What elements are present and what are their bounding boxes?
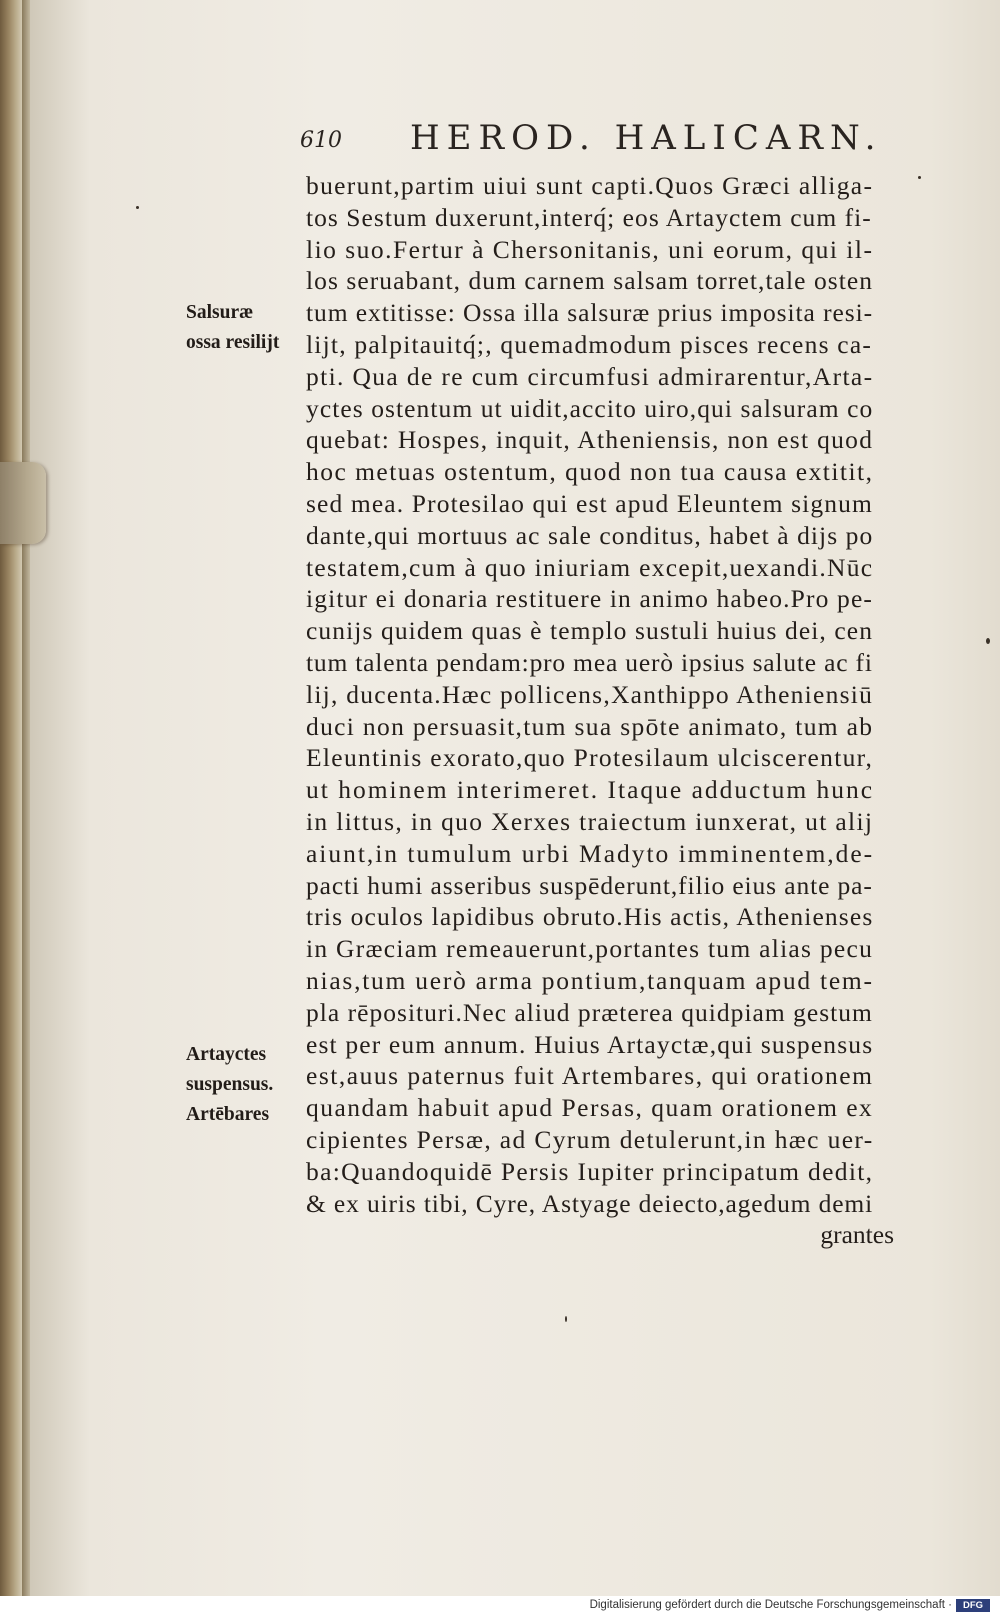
text-line: quebat: Hospes, inquit, Atheniensis, non est quod [306,425,874,455]
text-line: dante,qui mortuus ac sale conditus, habet à dijs po [306,520,874,550]
text-line: aiunt,in tumulum urbi Madyto imminentem,de- [306,838,875,868]
page-number: 610 [300,128,342,153]
text-line: lij, ducenta.Hæc pollicens,Xanthippo Atheniensiū [306,679,874,709]
dfg-logo: DFG [956,1599,990,1612]
text-line: tum talenta pendam:pro mea uerò ipsius salute ac fi [306,647,873,677]
margin-note-line: Artēbares [186,1104,270,1125]
text-line: hoc metuas ostentum, quod non tua causa extitit, [306,457,874,487]
page-header [300,118,883,162]
text-line: ut hominem interimeret. Itaque adductum hunc [306,775,875,805]
text-line: duci non persuasit,tum sua spōte animato, tum ab [306,711,874,741]
margin-note-line: ossa resilijt [186,332,280,353]
text-line: los seruabant, dum carnem salsam torret,tale osten [306,266,874,296]
text-line: yctes ostentum ut uidit,accito uiro,qui salsuram co [306,393,874,423]
text-line: est per eum annum. Huius Artayctæ,qui suspensus [306,1029,874,1059]
digitization-footer [0,1596,1000,1616]
margin-note-line: Artayctes [186,1044,267,1065]
text-line: quandam habuit apud Persas, quam orationem ex [306,1093,874,1123]
ink-speck [136,206,139,209]
margin-note-salsurae [186,298,298,358]
text-line: & ex uiris tibi, Cyre, Astyage deiecto,agedum demi [306,1188,874,1218]
text-line: nias,tum uerò arma pontium,tanquam apud tem- [306,965,874,995]
text-line: cipientes Persæ, ad Cyrum detulerunt,in hæc uer- [306,1124,874,1154]
text-line: in Græciam remeauerunt,portantes tum alias pecu [306,934,874,964]
text-line: testatem,cum à quo iniuriam excepit,uexandi.Nūc [306,552,874,582]
book-edge [0,0,22,1596]
text-line: cunijs quidem quas è templo sustuli huius dei, cen [306,616,874,646]
text-line: lijt, palpitauitq́;, quemadmodum pisces recens ca- [306,329,873,359]
text-line: sed mea. Protesilao qui est apud Eleuntem signum [306,488,873,518]
text-line: tos Sestum duxerunt,interq́; eos Artayctem cum fi- [306,202,872,232]
body-text [306,170,906,1251]
text-line: est,auus paternus fuit Artembares, qui orationem [306,1061,874,1091]
ink-speck [918,176,921,179]
margin-note-line: Salsuræ [186,302,254,323]
text-line: in littus, in quo Xerxes traiectum iunxerat, ut alij [306,806,874,836]
catchword: grantes [820,1220,894,1250]
margin-note-artayctes [186,1040,298,1130]
text-line: pacti humi asseribus suspēderunt,filio eius ante pa- [306,870,873,900]
text-line: pla rēposituri.Nec aliud præterea quidpiam gestum [306,997,873,1027]
footer-credit: Digitalisierung gefördert durch die Deutsche Forschungsgemeinschaft · [589,1599,952,1611]
bookmark-tab [0,462,46,544]
text-line: lio suo.Fertur à Chersonitanis, uni eorum, qui il- [306,234,874,264]
margin-note-line: suspensus. [186,1074,274,1095]
text-line: buerunt,partim uiui sunt capti.Quos Græci alliga- [306,171,874,200]
text-line: Eleuntinis exorato,quo Protesilaum ulciscerentur, [306,743,874,773]
ink-speck [986,638,990,644]
text-line: ba:Quandoquidē Persis Iupiter principatum dedit, [306,1156,874,1186]
text-line: igitur ei donaria restituere in animo habeo.Pro pe- [306,584,874,614]
ink-speck [565,1316,567,1322]
text-line: tum extitisse: Ossa illa salsuræ prius imposita resi- [306,298,874,328]
running-head: HEROD. HALICARN. [410,118,883,158]
text-line: pti. Qua de re cum circumfusi admirarentur,Arta- [306,361,874,391]
text-line: tris oculos lapidibus obruto.His actis, Athenienses [306,902,874,932]
